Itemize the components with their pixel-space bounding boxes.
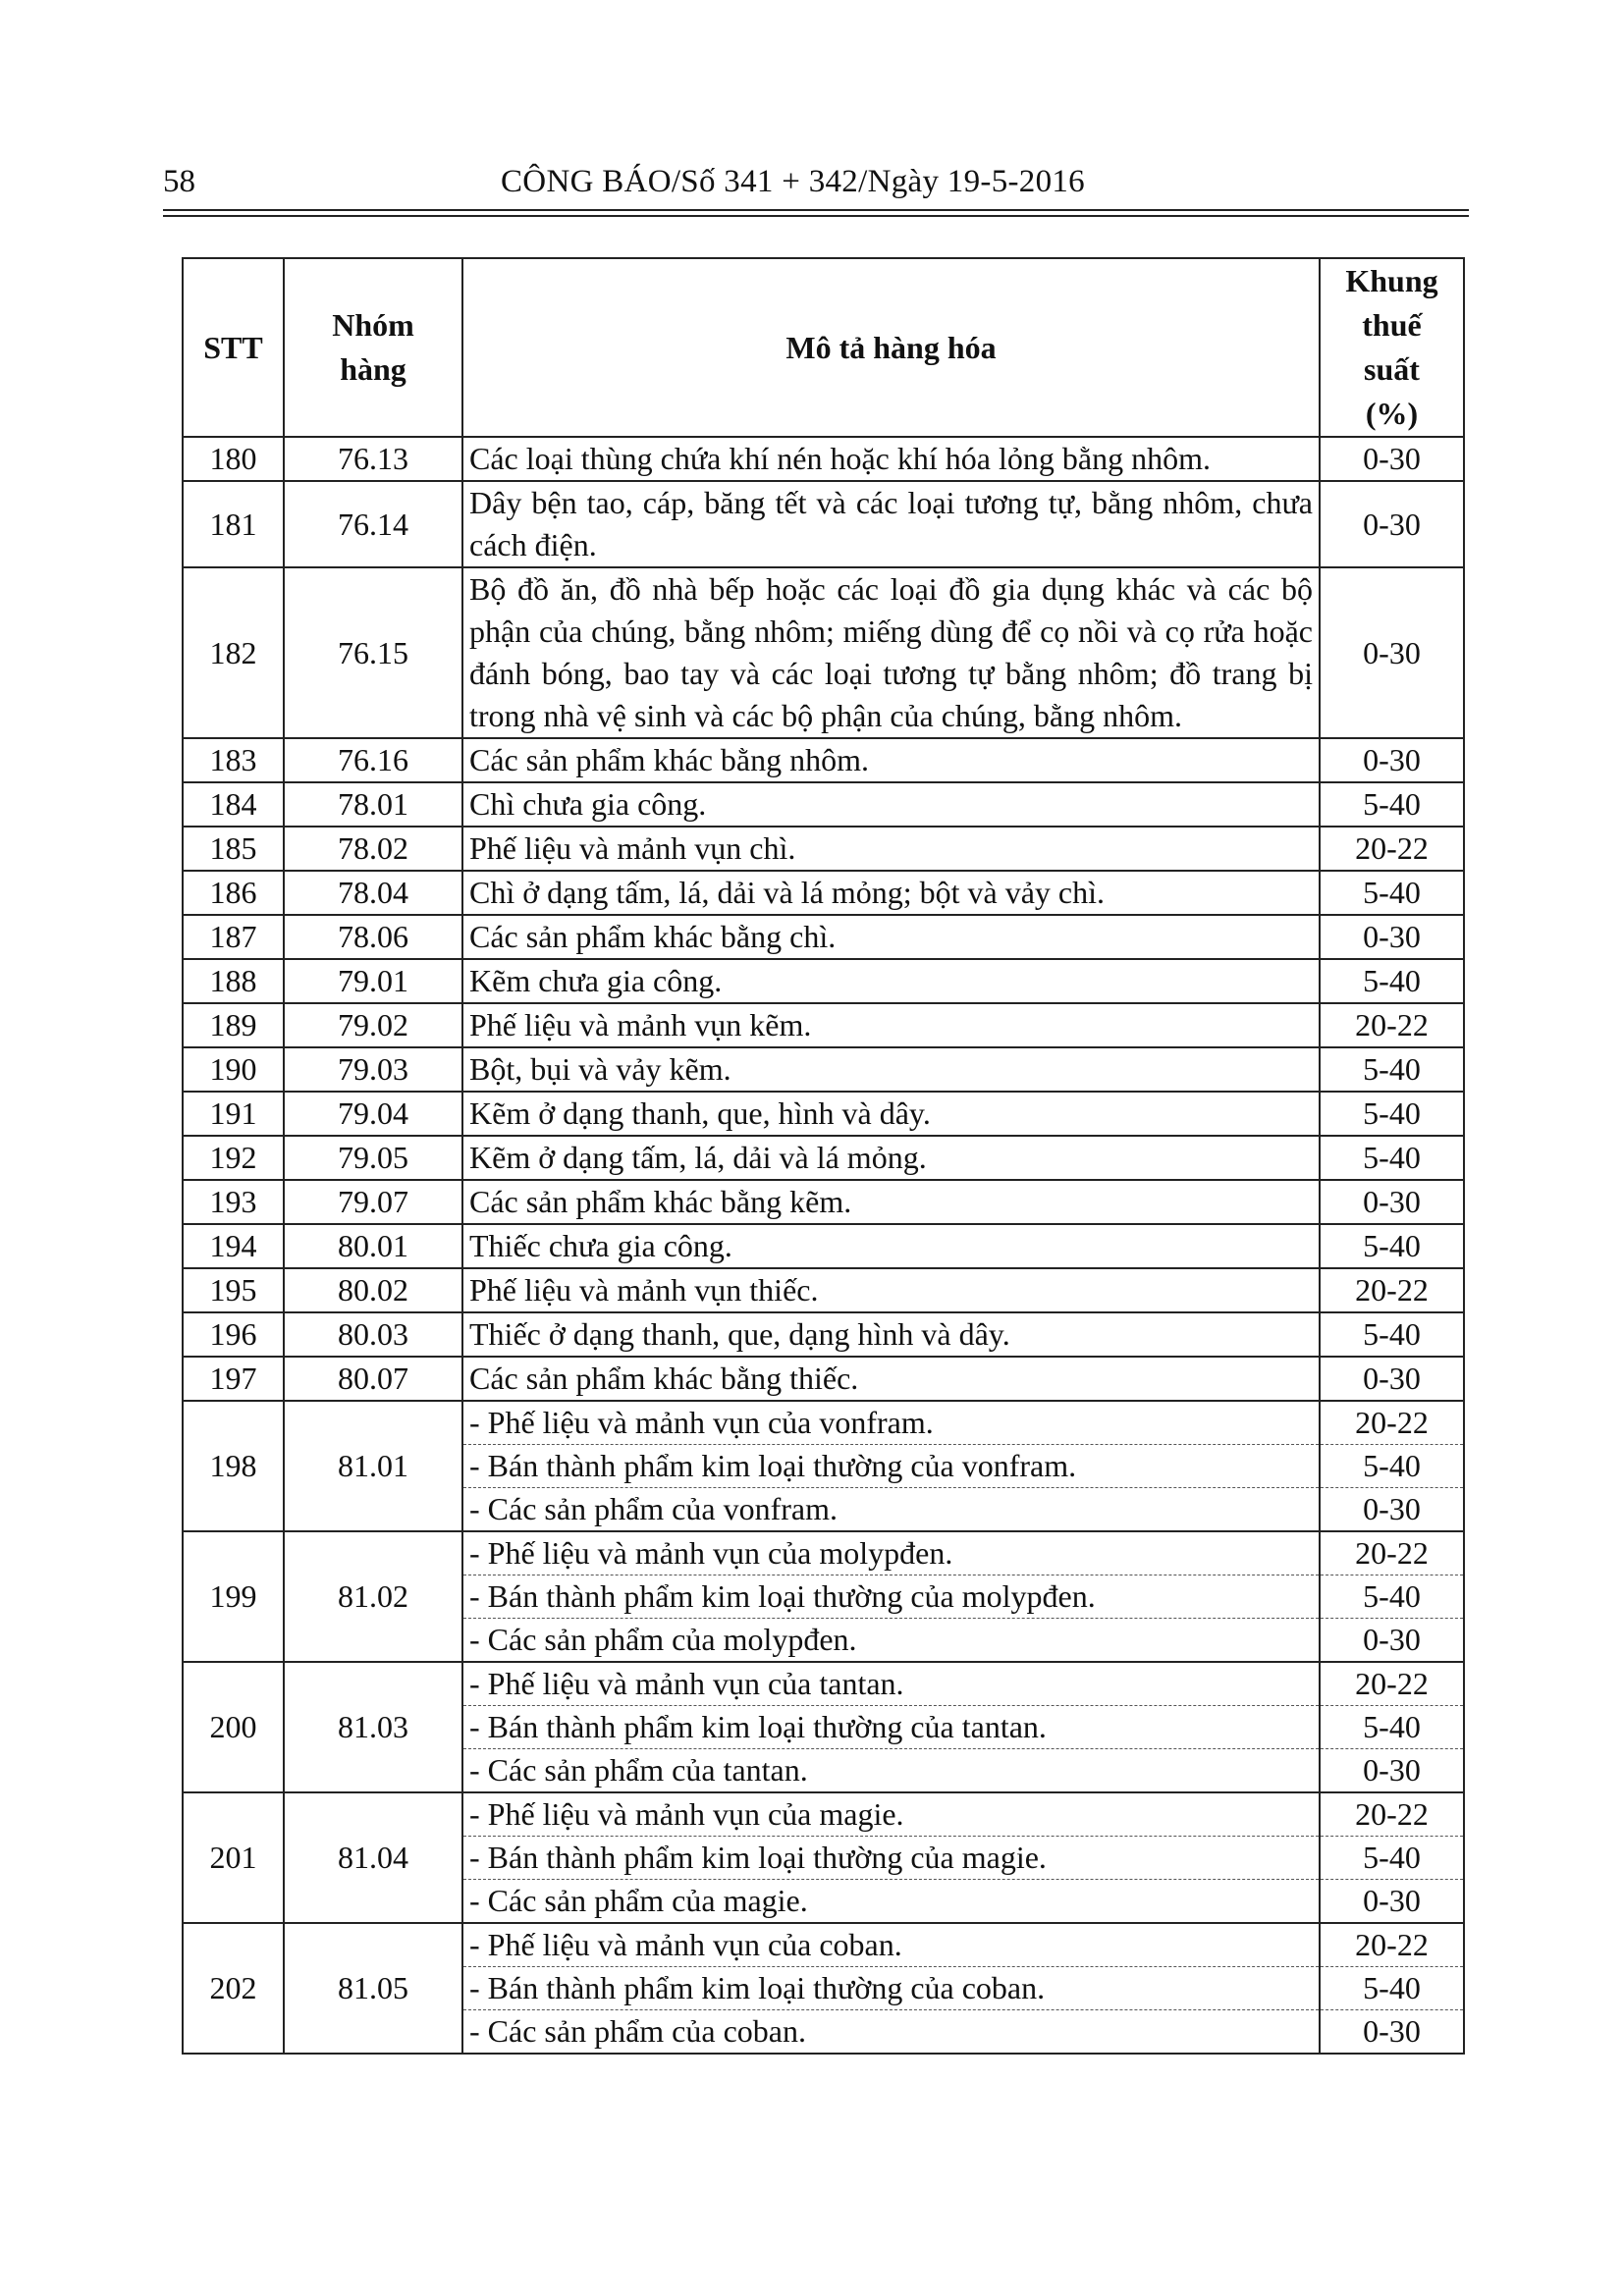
table-header-row [183, 258, 1464, 437]
cell-description: - Các sản phẩm của molypđen. [462, 1619, 1320, 1663]
table-row [183, 1092, 1464, 1136]
cell-description: - Các sản phẩm của coban. [462, 2010, 1320, 2055]
table-row [183, 827, 1464, 871]
cell-description: Dây bện tao, cáp, băng tết và các loại tương tự, bằng nhôm, chưa cách điện. [462, 481, 1320, 567]
table-body [183, 437, 1464, 2054]
cell-stt: 186 [183, 871, 284, 915]
cell-rate: 20-22 [1320, 827, 1464, 871]
cell-description: - Các sản phẩm của vonfram. [462, 1488, 1320, 1532]
cell-rate: 5-40 [1320, 1837, 1464, 1880]
cell-stt: 190 [183, 1047, 284, 1092]
header-stt: STT [183, 258, 284, 437]
table-row [183, 871, 1464, 915]
cell-description: Các sản phẩm khác bằng kẽm. [462, 1180, 1320, 1224]
table-row [183, 738, 1464, 782]
cell-rate: 0-30 [1320, 481, 1464, 567]
table-row [183, 1224, 1464, 1268]
cell-description: - Phế liệu và mảnh vụn của molypđen. [462, 1531, 1320, 1575]
cell-stt: 187 [183, 915, 284, 959]
cell-description: Kẽm ở dạng tấm, lá, dải và lá mỏng. [462, 1136, 1320, 1180]
cell-group: 79.04 [284, 1092, 462, 1136]
page-number: 58 [163, 164, 195, 199]
table-row [183, 1003, 1464, 1047]
cell-group: 81.03 [284, 1662, 462, 1792]
cell-description: Bột, bụi và vảy kẽm. [462, 1047, 1320, 1092]
cell-rate: 20-22 [1320, 1792, 1464, 1837]
cell-stt: 183 [183, 738, 284, 782]
cell-rate: 5-40 [1320, 1312, 1464, 1357]
cell-stt: 184 [183, 782, 284, 827]
cell-group: 80.01 [284, 1224, 462, 1268]
table-row [183, 915, 1464, 959]
cell-rate: 20-22 [1320, 1401, 1464, 1445]
cell-group: 80.07 [284, 1357, 462, 1401]
table-row [183, 567, 1464, 738]
table-row [183, 1047, 1464, 1092]
cell-group: 80.03 [284, 1312, 462, 1357]
cell-description: Phế liệu và mảnh vụn kẽm. [462, 1003, 1320, 1047]
cell-group: 76.16 [284, 738, 462, 782]
cell-stt: 198 [183, 1401, 284, 1531]
cell-stt: 182 [183, 567, 284, 738]
header-group-line2: hàng [340, 351, 406, 387]
cell-stt: 195 [183, 1268, 284, 1312]
table-row [183, 1136, 1464, 1180]
cell-rate: 20-22 [1320, 1003, 1464, 1047]
cell-stt: 202 [183, 1923, 284, 2054]
cell-rate: 0-30 [1320, 1180, 1464, 1224]
table-row [183, 1792, 1464, 1837]
cell-description: Kẽm ở dạng thanh, que, hình và dây. [462, 1092, 1320, 1136]
cell-description: Chì ở dạng tấm, lá, dải và lá mỏng; bột và vảy chì. [462, 871, 1320, 915]
cell-stt: 196 [183, 1312, 284, 1357]
cell-rate: 5-40 [1320, 1136, 1464, 1180]
cell-description: Phế liệu và mảnh vụn chì. [462, 827, 1320, 871]
cell-rate: 5-40 [1320, 959, 1464, 1003]
cell-rate: 20-22 [1320, 1662, 1464, 1706]
cell-rate: 5-40 [1320, 782, 1464, 827]
cell-rate: 20-22 [1320, 1268, 1464, 1312]
cell-rate: 5-40 [1320, 871, 1464, 915]
cell-description: - Bán thành phẩm kim loại thường của tantan. [462, 1706, 1320, 1749]
cell-group: 76.15 [284, 567, 462, 738]
cell-stt: 188 [183, 959, 284, 1003]
cell-description: - Bán thành phẩm kim loại thường của magie. [462, 1837, 1320, 1880]
cell-rate: 0-30 [1320, 1357, 1464, 1401]
cell-rate: 0-30 [1320, 1619, 1464, 1663]
cell-description: - Bán thành phẩm kim loại thường của coban. [462, 1967, 1320, 2010]
cell-description: Các loại thùng chứa khí nén hoặc khí hóa lỏng bằng nhôm. [462, 437, 1320, 481]
cell-rate: 0-30 [1320, 1488, 1464, 1532]
cell-group: 81.04 [284, 1792, 462, 1923]
cell-stt: 199 [183, 1531, 284, 1662]
cell-description: - Bán thành phẩm kim loại thường của vonfram. [462, 1445, 1320, 1488]
cell-stt: 194 [183, 1224, 284, 1268]
table-row [183, 1180, 1464, 1224]
gazette-header-title: CÔNG BÁO/Số 341 + 342/Ngày 19-5-2016 [501, 164, 1085, 199]
cell-rate: 5-40 [1320, 1967, 1464, 2010]
header-rate-line2: thuế [1362, 307, 1422, 343]
cell-rate: 0-30 [1320, 1749, 1464, 1793]
cell-rate: 5-40 [1320, 1575, 1464, 1619]
table-row [183, 1268, 1464, 1312]
header-rate-line3: suất [1364, 351, 1420, 387]
header-rule-top [163, 209, 1469, 211]
header-rule-bottom [163, 215, 1469, 217]
header-rate-line4: (%) [1365, 396, 1419, 431]
cell-group: 79.02 [284, 1003, 462, 1047]
table-row [183, 481, 1464, 567]
cell-rate: 0-30 [1320, 437, 1464, 481]
cell-stt: 193 [183, 1180, 284, 1224]
cell-rate: 5-40 [1320, 1224, 1464, 1268]
table-row [183, 959, 1464, 1003]
cell-description: Thiếc ở dạng thanh, que, dạng hình và dây. [462, 1312, 1320, 1357]
cell-group: 78.02 [284, 827, 462, 871]
cell-description: Bộ đồ ăn, đồ nhà bếp hoặc các loại đồ gia dụng khác và các bộ phận của chúng, bằng nhôm; miếng dùng để cọ nồi và cọ rửa hoặc đánh bóng, bao tay và các loại tương tự bằng nhôm; đồ trang bị trong nhà vệ sinh và các bộ phận của chúng, bằng nhôm. [462, 567, 1320, 738]
cell-rate: 20-22 [1320, 1531, 1464, 1575]
cell-rate: 5-40 [1320, 1706, 1464, 1749]
cell-stt: 192 [183, 1136, 284, 1180]
cell-rate: 5-40 [1320, 1047, 1464, 1092]
tariff-table [182, 257, 1465, 2055]
cell-description: - Các sản phẩm của magie. [462, 1880, 1320, 1924]
cell-group: 79.03 [284, 1047, 462, 1092]
table-row [183, 782, 1464, 827]
header-group-line1: Nhóm [332, 307, 414, 343]
cell-stt: 185 [183, 827, 284, 871]
header-rate [1320, 258, 1464, 437]
header-description: Mô tả hàng hóa [462, 258, 1320, 437]
cell-stt: 180 [183, 437, 284, 481]
cell-stt: 191 [183, 1092, 284, 1136]
table-row [183, 1923, 1464, 1967]
header-group [284, 258, 462, 437]
cell-group: 81.05 [284, 1923, 462, 2054]
cell-group: 81.01 [284, 1401, 462, 1531]
cell-group: 81.02 [284, 1531, 462, 1662]
cell-stt: 189 [183, 1003, 284, 1047]
cell-description: Thiếc chưa gia công. [462, 1224, 1320, 1268]
table-row [183, 1662, 1464, 1706]
cell-description: Phế liệu và mảnh vụn thiếc. [462, 1268, 1320, 1312]
cell-description: - Phế liệu và mảnh vụn của vonfram. [462, 1401, 1320, 1445]
cell-rate: 5-40 [1320, 1092, 1464, 1136]
cell-group: 79.05 [284, 1136, 462, 1180]
cell-group: 80.02 [284, 1268, 462, 1312]
cell-stt: 181 [183, 481, 284, 567]
cell-group: 79.01 [284, 959, 462, 1003]
cell-description: Chì chưa gia công. [462, 782, 1320, 827]
cell-description: - Bán thành phẩm kim loại thường của molypđen. [462, 1575, 1320, 1619]
cell-description: Các sản phẩm khác bằng thiếc. [462, 1357, 1320, 1401]
cell-group: 79.07 [284, 1180, 462, 1224]
cell-group: 76.14 [284, 481, 462, 567]
cell-rate: 0-30 [1320, 2010, 1464, 2055]
cell-rate: 0-30 [1320, 1880, 1464, 1924]
cell-description: - Các sản phẩm của tantan. [462, 1749, 1320, 1793]
cell-rate: 5-40 [1320, 1445, 1464, 1488]
cell-group: 78.01 [284, 782, 462, 827]
cell-group: 76.13 [284, 437, 462, 481]
cell-stt: 200 [183, 1662, 284, 1792]
cell-group: 78.06 [284, 915, 462, 959]
cell-rate: 0-30 [1320, 915, 1464, 959]
cell-description: - Phế liệu và mảnh vụn của tantan. [462, 1662, 1320, 1706]
table-row [183, 1357, 1464, 1401]
cell-stt: 197 [183, 1357, 284, 1401]
cell-rate: 0-30 [1320, 567, 1464, 738]
cell-rate: 0-30 [1320, 738, 1464, 782]
cell-description: Các sản phẩm khác bằng chì. [462, 915, 1320, 959]
cell-description: - Phế liệu và mảnh vụn của coban. [462, 1923, 1320, 1967]
cell-stt: 201 [183, 1792, 284, 1923]
header-rate-line1: Khung [1345, 263, 1438, 298]
cell-group: 78.04 [284, 871, 462, 915]
cell-description: Các sản phẩm khác bằng nhôm. [462, 738, 1320, 782]
table-row [183, 1312, 1464, 1357]
table-row [183, 1401, 1464, 1445]
cell-rate: 20-22 [1320, 1923, 1464, 1967]
cell-description: Kẽm chưa gia công. [462, 959, 1320, 1003]
table-row [183, 1531, 1464, 1575]
table-row [183, 437, 1464, 481]
cell-description: - Phế liệu và mảnh vụn của magie. [462, 1792, 1320, 1837]
